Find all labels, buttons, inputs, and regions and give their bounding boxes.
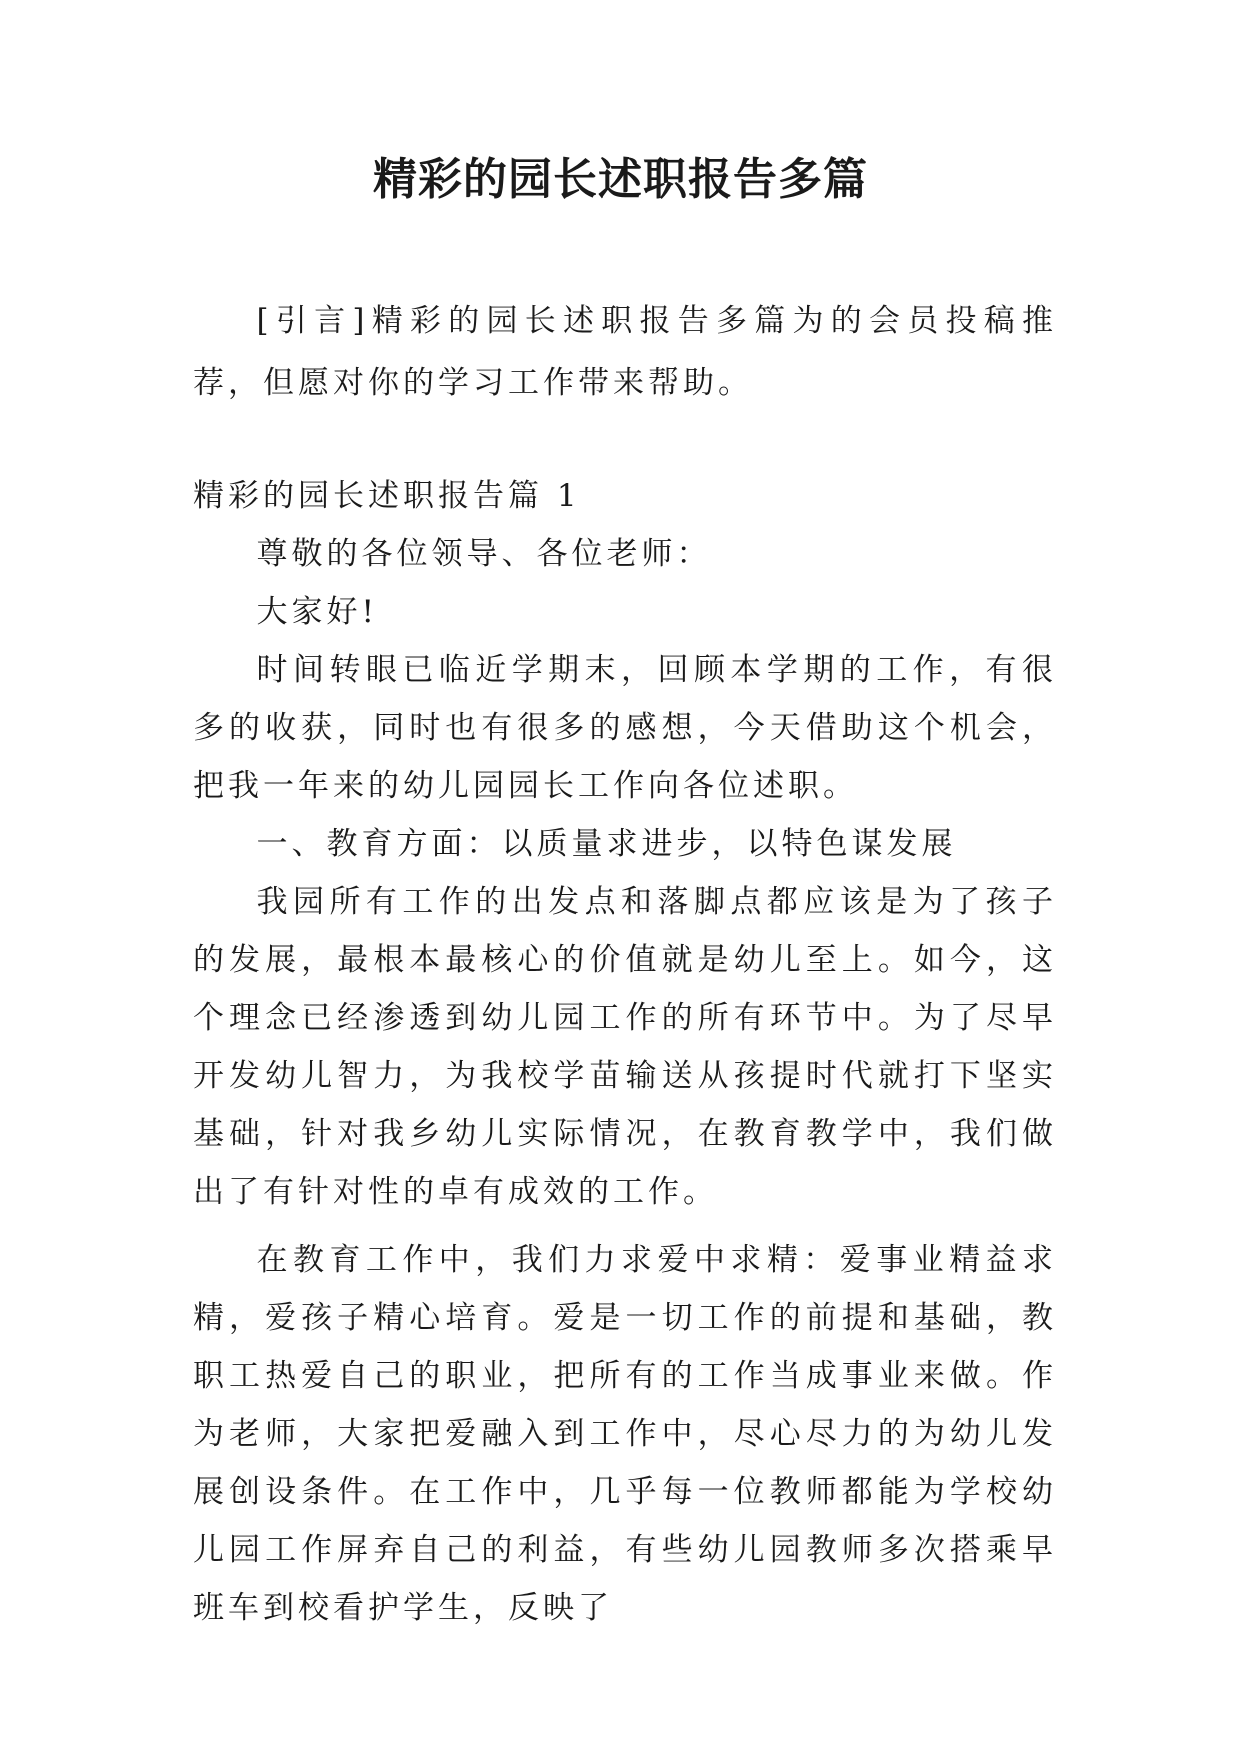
content-block [193,467,1057,1637]
section-heading: 精彩的园长述职报告篇 1 [193,478,581,514]
paragraph-opening: 时间转眼已临近学期末，回顾本学期的工作，有很多的收获，同时也有很多的感想，今天借助这个机会，把我一年来的幼儿园园长工作向各位述职。 [193,652,1057,804]
paragraph-subheading-education: 一、教育方面：以质量求进步，以特色谋发展 [256,826,957,862]
intro-paragraph: [引言]精彩的园长述职报告多篇为的会员投稿推荐，但愿对你的学习工作带来帮助。 [193,303,1057,401]
document-title: 精彩的园长述职报告多篇 [373,154,868,205]
paragraph-salutation: 尊敬的各位领导、各位老师： [256,536,712,572]
paragraph-education-1: 我园所有工作的出发点和落脚点都应该是为了孩子的发展，最根本最核心的价值就是幼儿至上。如今，这个理念已经渗透到幼儿园工作的所有环节中。为了尽早开发幼儿智力，为我校学苗输送从孩提时代就打下坚实基础，针对我乡幼儿实际情况，在教育教学中，我们做出了有针对性的卓有成效的工作。 [193,884,1057,1210]
paragraph-education-2: 在教育工作中，我们力求爱中求精：爱事业精益求精，爱孩子精心培育。爱是一切工作的前提和基础，教职工热爱自己的职业，把所有的工作当成事业来做。作为老师，大家把爱融入到工作中，尽心尽力的为幼儿发展创设条件。在工作中，几乎每一位教师都能为学校幼儿园工作屏弃自己的利益，有些幼儿园教师多次搭乘早班车到校看护学生，反映了 [193,1242,1057,1626]
intro-block [193,290,1057,414]
paragraph-greeting: 大家好! [256,594,379,630]
